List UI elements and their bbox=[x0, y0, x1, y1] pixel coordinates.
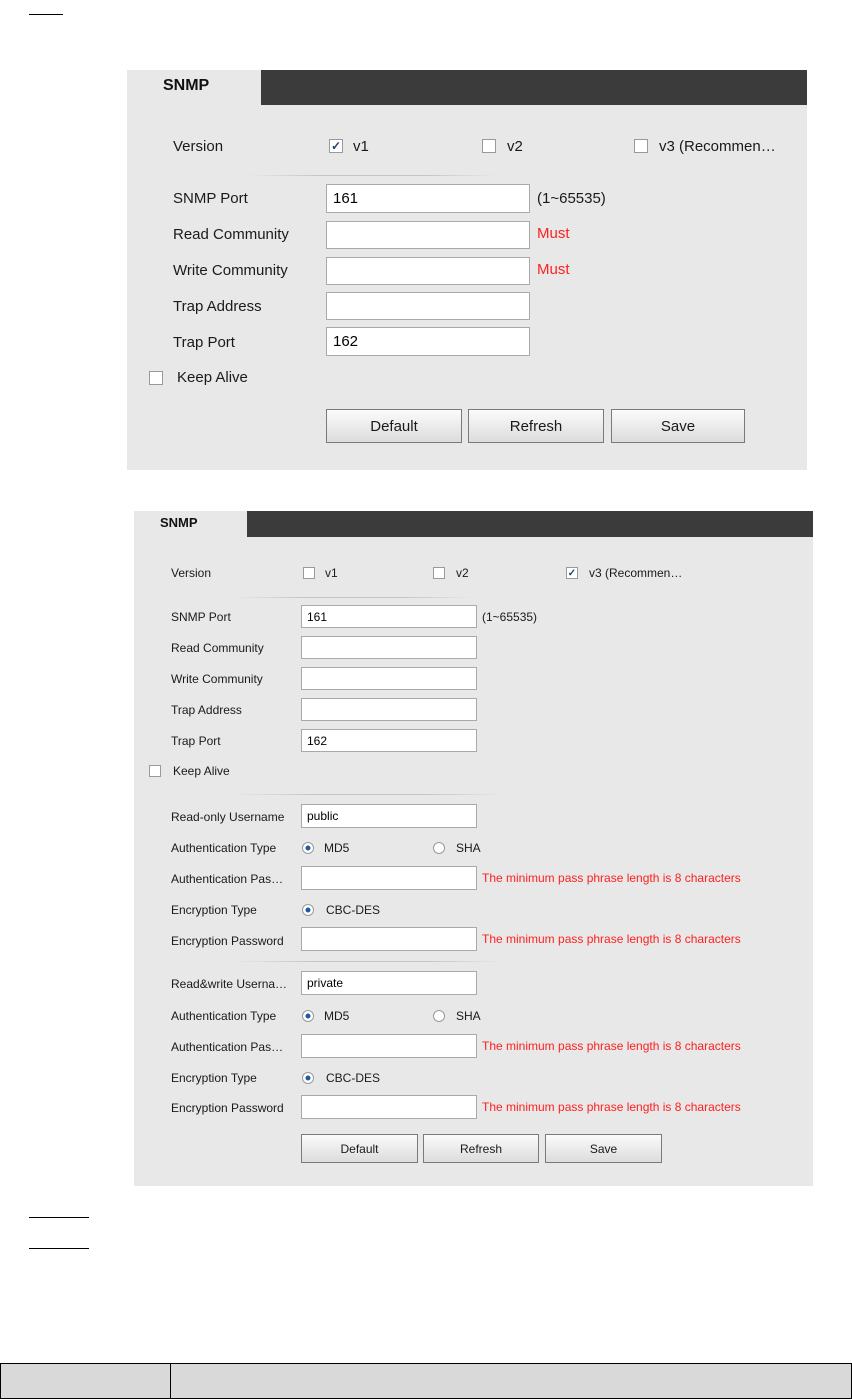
snmp-port-hint: (1~65535) bbox=[537, 190, 606, 207]
readwrite-auth-password-input[interactable] bbox=[301, 1034, 477, 1058]
version-v3-label: v3 (Recommen… bbox=[589, 566, 683, 580]
tab-snmp[interactable] bbox=[134, 511, 247, 537]
version-v2-checkbox[interactable] bbox=[482, 139, 496, 153]
snmp-port-label: SNMP Port bbox=[173, 190, 248, 207]
readonly-encryption-cbcdes-label: CBC-DES bbox=[326, 903, 381, 917]
keep-alive-label: Keep Alive bbox=[173, 764, 230, 778]
readwrite-auth-type-label: Authentication Type bbox=[171, 1009, 277, 1023]
trap-address-label: Trap Address bbox=[171, 703, 242, 717]
readonly-auth-password-label: Authentication Pas… bbox=[171, 872, 284, 886]
write-community-input[interactable] bbox=[326, 257, 530, 285]
readwrite-username-input[interactable] bbox=[301, 971, 477, 995]
version-v1-label: v1 bbox=[325, 566, 338, 580]
trap-address-input[interactable] bbox=[301, 698, 477, 721]
step-marker-1 bbox=[29, 1217, 89, 1218]
readwrite-encryption-type-label: Encryption Type bbox=[171, 1071, 257, 1085]
parameter-table-header bbox=[0, 1363, 852, 1399]
readonly-auth-sha-label: SHA bbox=[456, 841, 481, 855]
trap-port-label: Trap Port bbox=[171, 734, 221, 748]
separator bbox=[234, 597, 474, 598]
trap-port-label: Trap Port bbox=[173, 334, 235, 351]
readonly-auth-md5-radio[interactable] bbox=[302, 842, 314, 854]
version-label: Version bbox=[171, 566, 212, 580]
default-button[interactable]: Default bbox=[326, 409, 462, 443]
readwrite-encryption-password-label: Encryption Password bbox=[171, 1101, 284, 1115]
write-community-label: Write Community bbox=[173, 262, 288, 279]
version-v3-checkbox[interactable] bbox=[634, 139, 648, 153]
separator bbox=[234, 961, 504, 962]
version-v3-checkbox[interactable] bbox=[566, 567, 578, 579]
readwrite-encryption-cbcdes-radio[interactable] bbox=[302, 1072, 314, 1084]
table-header-cell bbox=[171, 1364, 852, 1399]
refresh-button[interactable]: Refresh bbox=[423, 1134, 539, 1163]
version-v2-label: v2 bbox=[456, 566, 469, 580]
trap-port-input[interactable] bbox=[301, 729, 477, 752]
write-community-warning: Must bbox=[537, 261, 570, 278]
tab-snmp-label: SNMP bbox=[163, 77, 210, 94]
tab-snmp[interactable] bbox=[127, 70, 261, 105]
write-community-input[interactable] bbox=[301, 667, 477, 690]
readwrite-encryption-cbcdes-label: CBC-DES bbox=[326, 1071, 381, 1085]
read-community-input[interactable] bbox=[326, 221, 530, 249]
readwrite-encryption-password-input[interactable] bbox=[301, 1095, 477, 1119]
readonly-auth-sha-radio[interactable] bbox=[433, 842, 445, 854]
version-v2-label: v2 bbox=[507, 138, 523, 155]
version-v1-label: v1 bbox=[353, 138, 369, 155]
version-v1-checkbox[interactable] bbox=[329, 139, 343, 153]
readonly-auth-type-label: Authentication Type bbox=[171, 841, 277, 855]
readonly-username-label: Read-only Username bbox=[171, 810, 285, 824]
read-community-warning: Must bbox=[537, 225, 570, 242]
version-v2-checkbox[interactable] bbox=[433, 567, 445, 579]
readwrite-auth-sha-label: SHA bbox=[456, 1009, 481, 1023]
readonly-encryption-password-label: Encryption Password bbox=[171, 934, 284, 948]
trap-address-input[interactable] bbox=[326, 292, 530, 320]
readonly-encryption-password-input[interactable] bbox=[301, 927, 477, 951]
keep-alive-label: Keep Alive bbox=[177, 369, 248, 386]
snmp-panel-v3 bbox=[134, 511, 813, 1186]
snmp-port-label: SNMP Port bbox=[171, 610, 231, 624]
save-button[interactable]: Save bbox=[611, 409, 745, 443]
snmp-port-input[interactable] bbox=[301, 605, 477, 628]
step-marker-top bbox=[29, 14, 63, 15]
separator bbox=[247, 175, 497, 176]
read-community-input[interactable] bbox=[301, 636, 477, 659]
keep-alive-checkbox[interactable] bbox=[149, 765, 161, 777]
readwrite-auth-password-label: Authentication Pas… bbox=[171, 1040, 284, 1054]
readonly-auth-password-input[interactable] bbox=[301, 866, 477, 890]
readonly-username-input[interactable] bbox=[301, 804, 477, 828]
trap-port-input[interactable] bbox=[326, 327, 530, 356]
snmp-port-input[interactable] bbox=[326, 184, 530, 213]
readonly-encryption-cbcdes-radio[interactable] bbox=[302, 904, 314, 916]
version-v3-label: v3 (Recommen… bbox=[659, 138, 776, 155]
keep-alive-checkbox[interactable] bbox=[149, 371, 163, 385]
read-community-label: Read Community bbox=[173, 226, 289, 243]
readonly-encryption-password-warning: The minimum pass phrase length is 8 characters bbox=[482, 932, 741, 946]
check-mark-icon: ✓ bbox=[330, 139, 342, 153]
separator bbox=[234, 794, 504, 795]
snmp-port-hint: (1~65535) bbox=[482, 610, 538, 624]
snmp-panel-v1 bbox=[127, 70, 807, 470]
readwrite-auth-md5-label: MD5 bbox=[324, 1009, 350, 1023]
readwrite-auth-md5-radio[interactable] bbox=[302, 1010, 314, 1022]
version-label: Version bbox=[173, 138, 224, 155]
readonly-auth-md5-label: MD5 bbox=[324, 841, 350, 855]
tab-snmp-label: SNMP bbox=[160, 515, 198, 530]
readwrite-encryption-password-warning: The minimum pass phrase length is 8 characters bbox=[482, 1100, 741, 1114]
default-button[interactable]: Default bbox=[301, 1134, 418, 1163]
readwrite-auth-password-warning: The minimum pass phrase length is 8 characters bbox=[482, 1039, 741, 1053]
write-community-label: Write Community bbox=[171, 672, 263, 686]
version-v1-checkbox[interactable] bbox=[303, 567, 315, 579]
table-header-cell bbox=[1, 1364, 171, 1399]
read-community-label: Read Community bbox=[171, 641, 264, 655]
readwrite-username-label: Read&write Userna… bbox=[171, 977, 288, 991]
readonly-encryption-type-label: Encryption Type bbox=[171, 903, 257, 917]
trap-address-label: Trap Address bbox=[173, 298, 262, 315]
save-button[interactable]: Save bbox=[545, 1134, 662, 1163]
check-mark-icon: ✓ bbox=[567, 567, 577, 579]
readwrite-auth-sha-radio[interactable] bbox=[433, 1010, 445, 1022]
step-marker-2 bbox=[29, 1248, 89, 1249]
readonly-auth-password-warning: The minimum pass phrase length is 8 characters bbox=[482, 871, 741, 885]
refresh-button[interactable]: Refresh bbox=[468, 409, 604, 443]
